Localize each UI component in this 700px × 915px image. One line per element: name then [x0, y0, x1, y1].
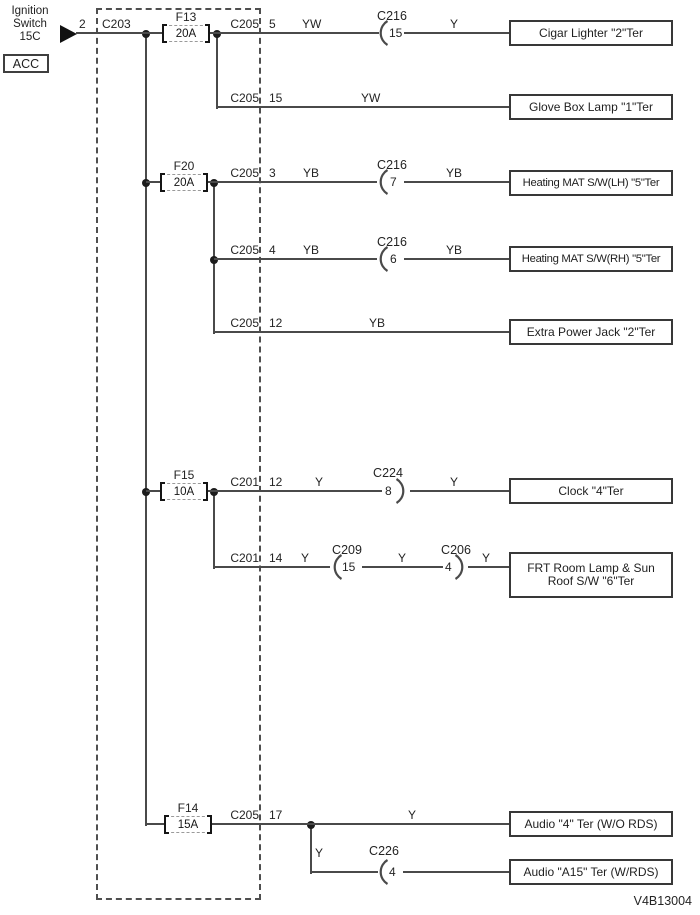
fuse-rating: 20A: [175, 27, 197, 40]
wire-line: [214, 331, 509, 333]
wire-line: [403, 871, 509, 873]
fuse-icon: [166, 816, 210, 833]
wire-line: [76, 32, 379, 34]
wire-color-label: Y: [450, 475, 459, 489]
wire-line: [145, 33, 147, 826]
wire-line: [362, 566, 443, 568]
target-box: Heating MAT S/W(RH) "5"Ter: [509, 246, 673, 272]
source-title-line: Ignition: [11, 5, 49, 17]
connector-label: C205: [230, 166, 259, 180]
wire-color-label: Y: [301, 551, 310, 565]
wire-line: [410, 490, 509, 492]
connector-label: C206: [441, 543, 471, 557]
target-box: [509, 552, 673, 598]
wire-color-label: Y: [408, 808, 417, 822]
target-box: Clock "4"Ter: [509, 478, 673, 504]
pin-label: 15: [389, 26, 403, 40]
acc-mode-box: ACC: [3, 54, 49, 73]
fuse-name: F13: [175, 10, 197, 24]
pin-label: 7: [390, 175, 397, 189]
wire-line: [214, 566, 330, 568]
wire-line: [310, 824, 312, 874]
wire-color-label: YB: [303, 166, 320, 180]
connector-arc-icon: [376, 20, 389, 51]
wire-line: [213, 490, 215, 569]
pin-label: 4: [445, 560, 452, 574]
wire-color-label: Y: [450, 17, 459, 31]
target-box: Extra Power Jack "2"Ter: [509, 319, 673, 345]
pin-label: 4: [269, 243, 276, 257]
target-box: Glove Box Lamp "1"Ter: [509, 94, 673, 120]
wire-line: [216, 33, 218, 109]
pin-label: 14: [269, 551, 283, 565]
pin-label: 15: [342, 560, 356, 574]
fuse-name: F20: [173, 159, 195, 173]
connector-label: C216: [377, 235, 407, 249]
fuse-name: F14: [177, 801, 199, 815]
pin-label: 8: [385, 484, 392, 498]
connector-label: C205: [230, 91, 259, 105]
wire-color-label: YB: [369, 316, 386, 330]
fuse-rating: 20A: [173, 176, 195, 189]
connector-arc-icon: [395, 478, 408, 509]
connector-arc-icon: [376, 859, 389, 890]
connector-arc-icon: [376, 246, 389, 277]
fuse-name: F15: [173, 468, 195, 482]
target-box-line: Roof S/W "6"Ter: [547, 574, 635, 588]
connector-label: C209: [332, 543, 362, 557]
source-connector: C203: [102, 17, 131, 31]
target-box: Cigar Lighter "2"Ter: [509, 20, 673, 46]
wire-color-label: Y: [315, 846, 324, 860]
wire-line: [404, 32, 509, 34]
source-title-line: Switch: [13, 18, 47, 30]
connector-label: C201: [230, 475, 259, 489]
target-box: Audio "A15" Ter (W/RDS): [509, 859, 673, 885]
connector-label: C205: [230, 243, 259, 257]
pin-label: 12: [269, 475, 283, 489]
pin-label: 6: [390, 252, 397, 266]
source-pin: 2: [79, 17, 86, 31]
connector-label: C226: [369, 844, 399, 858]
pin-label: 4: [389, 865, 396, 879]
connector-label: C205: [230, 17, 259, 31]
wire-line: [404, 181, 509, 183]
connector-label: C216: [377, 9, 407, 23]
connector-arc-icon: [454, 554, 467, 585]
wire-line: [310, 871, 378, 873]
connector-label: C216: [377, 158, 407, 172]
fuse-icon: [162, 174, 206, 191]
wire-color-label: Y: [482, 551, 491, 565]
wire-line: [404, 258, 509, 260]
wire-color-label: YB: [446, 243, 463, 257]
source-title-line: 15C: [19, 31, 41, 43]
wire-color-label: YW: [302, 17, 322, 31]
target-box-line: FRT Room Lamp & Sun: [527, 561, 655, 575]
wire-color-label: Y: [398, 551, 407, 565]
power-arrow-icon: [60, 25, 77, 43]
connector-label: C224: [373, 466, 403, 480]
pin-label: 15: [269, 91, 283, 105]
connector-arc-icon: [376, 169, 389, 200]
target-box: Audio "4" Ter (W/O RDS): [509, 811, 673, 837]
wire-color-label: YB: [446, 166, 463, 180]
wire-line: [216, 106, 509, 108]
pin-label: 3: [269, 166, 276, 180]
connector-label: C201: [230, 551, 259, 565]
pin-label: 12: [269, 316, 283, 330]
diagram-id: V4B13004: [633, 894, 692, 908]
wire-line: [468, 566, 510, 568]
target-box: Heating MAT S/W(LH) "5"Ter: [509, 170, 673, 196]
fuse-icon: [162, 483, 206, 500]
fuse-rating: 10A: [173, 485, 195, 498]
fuse-icon: [164, 25, 208, 42]
pin-label: 17: [269, 808, 283, 822]
connector-label: C205: [230, 808, 259, 822]
wire-line: [214, 258, 377, 260]
fuse-rating: 15A: [177, 818, 199, 831]
dashed-junction-block: [96, 8, 261, 900]
source-title: [2, 5, 58, 44]
connector-label: C205: [230, 316, 259, 330]
wire-color-label: Y: [315, 475, 324, 489]
wire-color-label: YW: [361, 91, 381, 105]
pin-label: 5: [269, 17, 276, 31]
wire-color-label: YB: [303, 243, 320, 257]
